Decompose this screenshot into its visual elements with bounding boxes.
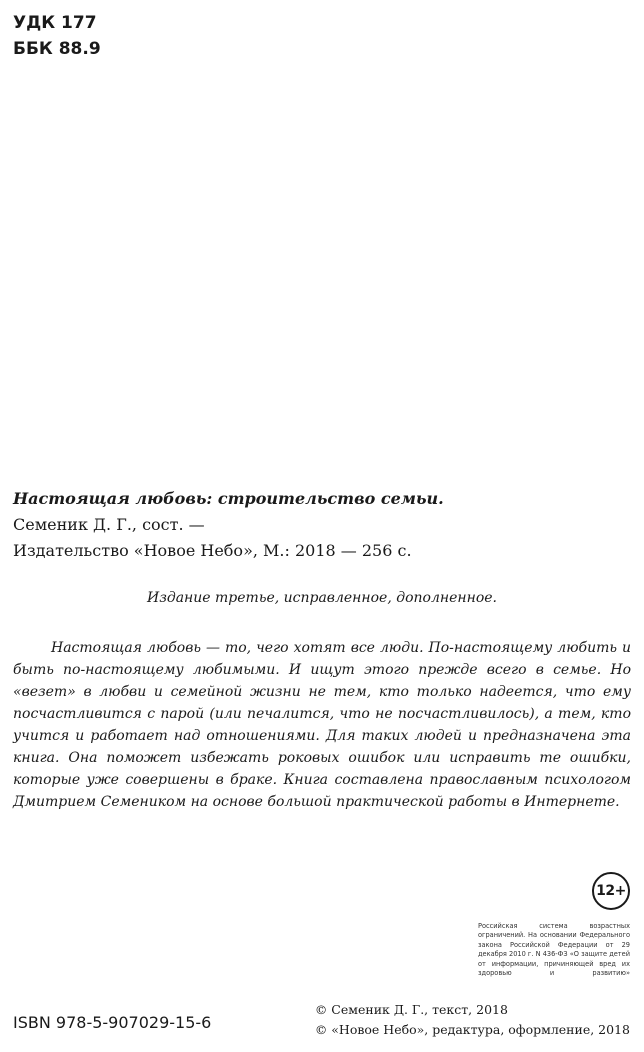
udk-code: УДК 177 (13, 13, 97, 33)
copyright-block (315, 1000, 630, 1040)
isbn: ISBN 978-5-907029-15-6 (13, 1013, 212, 1032)
bibliographic-record (13, 486, 633, 564)
book-title: Настоящая любовь: строительство семьи. (13, 489, 444, 508)
edition-note: Издание третье, исправленное, дополненное. (146, 590, 497, 606)
age-rating-note: Российская система возрастных ограничений. На основании Федерального закона Российской Федерации от 29 декабря 2010 г. N 436-ФЗ «О защите детей от информации, причиняющей вред их здоровью и развитию» (478, 922, 630, 978)
age-rating-badge: 12+ (592, 872, 630, 910)
copyright-design: © «Новое Небо», редактура, оформление, 2018 (314, 1022, 630, 1037)
annotation (13, 637, 631, 813)
classification-codes (13, 10, 101, 62)
copyright-text: © Семеник Д. Г., текст, 2018 (314, 1002, 508, 1017)
book-publisher: Издательство «Новое Небо», М.: 2018 — 256 с. (13, 541, 412, 560)
bbk-code: ББК 88.9 (13, 39, 101, 59)
annotation-text: Настоящая любовь — то, чего хотят все люди. По-настоящему любить и быть по-настоящему любимыми. И ищут этого прежде всего в семье. Но «везет» в любви и семейной жизни не тем, кто только надеется, что ему посчастливится с парой (или печалится, что не посчастливилось), а тем, кто учится и работает над отношениями. Для таких людей и предназначена эта книга. Она поможет избежать роковых ошибок или исправить те ошибки, которые уже совершены в браке. Книга составлена православным психологом Дмитрием Семеником на основе большой практической работы в Интернете. (13, 640, 631, 810)
book-author: Семеник Д. Г., сост. — (13, 515, 205, 534)
